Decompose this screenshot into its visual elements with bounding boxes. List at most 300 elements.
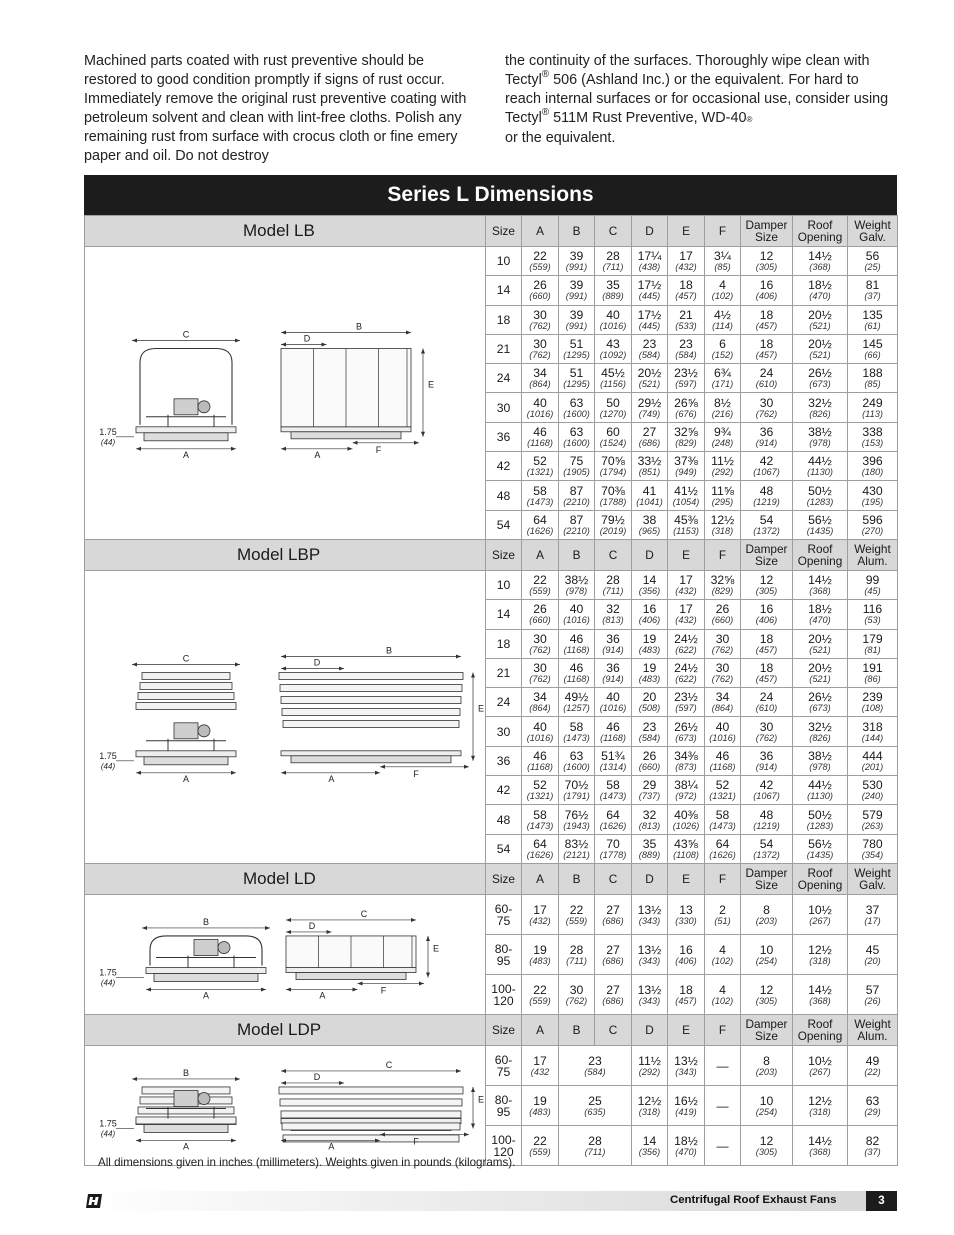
mm-value: (153): [861, 437, 884, 448]
value-cell: [668, 276, 705, 305]
dimension-d-label: D: [308, 920, 315, 931]
inch-value: 63: [569, 748, 584, 763]
size-cell: 21: [486, 334, 522, 363]
inch-value: 6: [719, 337, 726, 352]
mm-value: (991): [565, 291, 588, 302]
mm-value: (686): [602, 995, 624, 1006]
value-cell: [668, 571, 705, 600]
inch-value: 12½: [637, 1093, 662, 1108]
mm-value: (470): [809, 615, 831, 626]
value-cell: [595, 629, 632, 658]
drawing-part: [144, 433, 228, 441]
dimension-c-label: C: [182, 653, 189, 664]
value-cell: [793, 746, 848, 775]
inch-value: 13½: [637, 902, 662, 917]
mm-value: (762): [529, 644, 551, 655]
value-cell: [848, 935, 898, 975]
mm-value: (762): [755, 408, 778, 419]
value-cell: [668, 629, 705, 658]
drawing-part: [283, 1135, 459, 1142]
header-line: Damper: [745, 866, 788, 880]
value-cell: [793, 247, 848, 276]
curb-height-label: 1.75: [98, 1118, 117, 1129]
value-cell: [848, 276, 898, 305]
drawing-part: [291, 756, 451, 763]
inch-value: 58: [533, 807, 547, 822]
mm-value: (406): [638, 615, 661, 626]
inch-value: 40⅜: [674, 807, 698, 822]
mm-value: (29): [864, 1106, 881, 1117]
mm-value: (318): [809, 955, 831, 966]
inch-value: 22: [533, 1133, 547, 1148]
inch-value: 37: [865, 902, 880, 917]
inch-value: 135: [862, 307, 883, 322]
inch-value: 39: [569, 307, 584, 322]
mm-value: (1016): [563, 615, 590, 626]
mm-value: (521): [809, 674, 831, 685]
mm-value: (972): [675, 791, 697, 802]
value-cell: [668, 393, 705, 422]
value-cell: [793, 975, 848, 1015]
size-value: 120: [493, 1144, 514, 1159]
column-header-damper-size: [741, 864, 793, 895]
mm-value: (37): [864, 291, 881, 302]
inch-value: 116: [862, 602, 883, 617]
size-cell: [486, 1046, 522, 1086]
inch-value: 32: [642, 807, 657, 822]
column-header-weight: [848, 216, 898, 247]
inch-value: 18½: [674, 1133, 698, 1148]
size-cell: 30: [486, 717, 522, 746]
inch-value: 28: [606, 573, 620, 588]
value-cell: [793, 834, 848, 863]
mm-value: (1016): [599, 703, 627, 714]
mm-value: (457): [675, 291, 697, 302]
inch-value: 26: [715, 602, 730, 617]
drawing-part: [280, 1099, 462, 1106]
inch-value: 39: [569, 278, 584, 293]
size-cell: 42: [486, 452, 522, 481]
column-header-size: Size: [486, 540, 522, 571]
value-cell: [668, 1046, 705, 1086]
inch-value: 27: [606, 942, 620, 957]
inch-value: 43: [606, 337, 620, 352]
inch-value: 4: [719, 942, 726, 957]
inch-value: 318: [862, 719, 883, 734]
value-cell: [668, 658, 705, 687]
mm-value: (240): [861, 791, 884, 802]
mm-value: (1473): [526, 496, 554, 507]
value-cell: [705, 334, 741, 363]
size-cell: 10: [486, 247, 522, 276]
value-cell: [705, 481, 741, 510]
value-cell: [559, 452, 595, 481]
value-cell: [632, 1126, 668, 1166]
column-header-f: F: [705, 864, 741, 895]
value-cell: [848, 688, 898, 717]
mm-value: (356): [638, 1146, 661, 1157]
inch-value: 780: [862, 836, 883, 851]
value-cell: [522, 805, 559, 834]
mm-value: (673): [809, 703, 831, 714]
value-cell: [793, 776, 848, 805]
mm-value: (762): [529, 674, 551, 685]
column-header-size: Size: [486, 1015, 522, 1046]
value-cell: [848, 481, 898, 510]
mm-value: (1016): [709, 732, 736, 743]
mm-value: (432): [675, 586, 697, 597]
value-cell: [668, 1086, 705, 1126]
inch-value: 4½: [714, 307, 731, 322]
mm-value: (1626): [599, 820, 627, 831]
value-cell: [793, 571, 848, 600]
inch-value: 30: [715, 631, 730, 646]
intro-text: the continuity of the surfaces. Thoroughly wipe clean with Tectyl: [505, 53, 870, 88]
inch-value: 28: [569, 942, 584, 957]
mm-value: (1168): [563, 644, 590, 655]
value-cell: [793, 629, 848, 658]
value-cell: [705, 305, 741, 334]
value-cell: [632, 393, 668, 422]
inch-value: 36: [606, 661, 620, 676]
value-cell: [632, 481, 668, 510]
model-ld-header-row: [85, 864, 898, 895]
value-cell: [559, 975, 595, 1015]
value-cell: [741, 481, 793, 510]
series-title: Series L Dimensions: [387, 183, 594, 206]
inch-value: 18½: [808, 278, 832, 293]
inch-value: 58: [569, 719, 584, 734]
size-cell: 24: [486, 364, 522, 393]
mm-value: (1321): [709, 791, 736, 802]
mm-value: (37): [864, 1146, 881, 1157]
inch-value: 17: [679, 602, 693, 617]
inch-value: 51¾: [601, 748, 625, 763]
mm-value: (978): [809, 437, 831, 448]
mm-value: (584): [584, 1066, 606, 1077]
dimension-a-label: A: [182, 773, 189, 784]
curb-height-mm-label: (44): [100, 437, 115, 447]
mm-value: (965): [638, 525, 661, 536]
mm-value: (254): [755, 955, 778, 966]
table-row: [85, 895, 898, 935]
mm-value: (1778): [599, 849, 627, 860]
inch-value: 19: [642, 631, 657, 646]
inch-value: 30: [533, 337, 547, 352]
mm-value: (889): [602, 291, 624, 302]
inch-value: 42: [759, 778, 774, 793]
mm-value: (1295): [563, 379, 590, 390]
inch-value: 48: [759, 483, 774, 498]
dimension-e-label: E: [477, 1094, 484, 1105]
mm-value: (1067): [753, 791, 780, 802]
inch-value: 396: [862, 454, 883, 469]
inch-value: 87: [569, 512, 584, 527]
value-cell: [632, 688, 668, 717]
inch-value: 8: [763, 1053, 770, 1068]
mm-value: (1257): [563, 703, 590, 714]
mm-value: (635): [584, 1106, 606, 1117]
inch-value: 24: [759, 690, 774, 705]
column-header-e: E: [668, 864, 705, 895]
inch-value: 40: [533, 395, 547, 410]
header-line: Roof: [807, 218, 833, 232]
size-cell: [486, 975, 522, 1015]
mm-value: (1295): [563, 350, 590, 361]
value-cell: [741, 452, 793, 481]
value-cell: [632, 717, 668, 746]
inch-value: 56½: [808, 512, 832, 527]
drawing-part: [138, 693, 234, 700]
inch-value: 38: [642, 512, 657, 527]
inch-value: 51: [569, 337, 584, 352]
mm-value: (45): [864, 586, 881, 597]
mm-value: (673): [809, 379, 831, 390]
mm-value: (113): [862, 408, 883, 419]
value-cell: [559, 305, 595, 334]
value-cell: [522, 1126, 559, 1166]
dimension-e-label: E: [427, 379, 434, 390]
value-cell: [522, 688, 559, 717]
inch-value: 13½: [637, 982, 662, 997]
value-cell: [848, 334, 898, 363]
value-cell: [705, 247, 741, 276]
drawing-part: [286, 968, 416, 973]
mm-value: (686): [602, 955, 624, 966]
column-header-e: E: [668, 216, 705, 247]
value-cell: [793, 481, 848, 510]
value-cell: [741, 776, 793, 805]
mm-value: (559): [565, 915, 588, 926]
inch-value: 17¼: [637, 249, 662, 264]
drawing-part: [282, 709, 460, 716]
mm-value: (610): [755, 379, 778, 390]
value-cell: [793, 452, 848, 481]
mm-value: (660): [711, 615, 734, 626]
mm-value: (470): [675, 1146, 697, 1157]
value-cell: [741, 805, 793, 834]
value-cell: [741, 688, 793, 717]
inch-value: 20½: [637, 366, 662, 381]
value-cell: [522, 975, 559, 1015]
table-row: [85, 247, 898, 276]
column-header-c: C: [595, 540, 632, 571]
mm-value: (737): [638, 791, 661, 802]
size-value: 75: [496, 1064, 511, 1079]
inch-value: 579: [862, 807, 883, 822]
inch-value: 34: [533, 690, 547, 705]
mm-value: (102): [711, 995, 734, 1006]
value-cell: [522, 510, 559, 539]
inch-value: 46: [533, 424, 547, 439]
inch-value: 23½: [674, 690, 698, 705]
mm-value: (1168): [527, 437, 553, 448]
model-lbp-title: Model LBP: [85, 540, 486, 571]
value-cell: [793, 334, 848, 363]
mm-value: (1168): [600, 732, 626, 743]
dimension-f-label: F: [375, 444, 381, 455]
header-line: Roof: [807, 1017, 833, 1031]
motor-pulley: [198, 1093, 210, 1105]
mm-value: (622): [675, 674, 697, 685]
value-cell: [522, 276, 559, 305]
value-cell: [668, 805, 705, 834]
column-header-f: F: [705, 540, 741, 571]
mm-value: (263): [861, 820, 884, 831]
value-cell: [848, 510, 898, 539]
value-cell: [668, 935, 705, 975]
value-cell: [559, 364, 595, 393]
size-cell: 14: [486, 600, 522, 629]
inch-value: 38½: [564, 573, 589, 588]
inch-value: 10½: [808, 1053, 832, 1068]
value-cell: [595, 452, 632, 481]
value-cell: [793, 305, 848, 334]
inch-value: 48: [759, 807, 774, 822]
inch-value: 43⅝: [674, 836, 698, 851]
mm-value: (368): [809, 1146, 831, 1157]
inch-value: 18½: [808, 602, 832, 617]
size-cell: 48: [486, 481, 522, 510]
dimensions-table: [84, 215, 898, 1166]
mm-value: (1321): [526, 791, 554, 802]
value-cell: [705, 805, 741, 834]
drawing-part: [281, 751, 461, 756]
drawing-part: [279, 1087, 463, 1094]
inch-value: 30: [533, 631, 547, 646]
value-cell: [668, 364, 705, 393]
value-cell: [668, 895, 705, 935]
value-cell: [705, 1046, 741, 1086]
inch-value: 38¼: [674, 778, 698, 793]
intro-text: 511M Rust Preventive, WD-40: [549, 110, 747, 126]
inch-value: 12: [759, 573, 774, 588]
mm-value: (1626): [709, 849, 736, 860]
value-cell: [559, 276, 595, 305]
value-cell: [668, 481, 705, 510]
inch-value: 63: [569, 424, 584, 439]
inch-value: 50: [606, 395, 620, 410]
inch-value: 57: [865, 982, 880, 997]
inch-value: 70⅜: [601, 483, 625, 498]
value-cell: [848, 305, 898, 334]
mm-value: (1054): [672, 496, 700, 507]
inch-value: 56½: [808, 836, 832, 851]
inch-value: 26½: [674, 719, 698, 734]
inch-value: 14½: [808, 249, 832, 264]
inch-value: 76½: [564, 807, 589, 822]
mm-value: (1372): [753, 849, 780, 860]
mm-value: (318): [809, 1106, 831, 1117]
mm-value: (826): [809, 408, 831, 419]
mm-value: (610): [755, 703, 778, 714]
mm-value: (419): [675, 1106, 697, 1117]
value-cell: [632, 746, 668, 775]
value-cell: [668, 776, 705, 805]
mm-value: (343): [638, 915, 661, 926]
size-cell: 24: [486, 688, 522, 717]
inch-value: 36: [759, 748, 774, 763]
value-cell: [793, 510, 848, 539]
model-ld-drawing-cell: [85, 895, 486, 1015]
value-cell: [668, 834, 705, 863]
inch-value: 46: [606, 719, 620, 734]
column-header-roof-opening: [793, 540, 848, 571]
inch-value: 14½: [808, 573, 832, 588]
inch-value: 338: [862, 424, 883, 439]
value-cell: [668, 510, 705, 539]
value-cell: [793, 276, 848, 305]
inch-value: 34: [715, 690, 730, 705]
mm-value: (406): [755, 291, 778, 302]
motor-pulley: [218, 942, 230, 954]
inch-value: 52: [533, 454, 547, 469]
mm-value: (470): [809, 291, 831, 302]
mm-value: (1794): [599, 467, 627, 478]
size-cell: [486, 935, 522, 975]
inch-value: 54: [759, 512, 774, 527]
model-lb-title: Model LB: [85, 216, 486, 247]
inch-value: 16½: [674, 1093, 698, 1108]
inch-value: 4: [719, 278, 726, 293]
mm-value: (1473): [709, 820, 736, 831]
column-header-damper-size: [741, 540, 793, 571]
page-number: 3: [866, 1191, 897, 1211]
inch-value: 40: [606, 690, 620, 705]
mm-value: (1168): [527, 761, 553, 772]
mm-value: (660): [529, 615, 551, 626]
mm-value: (203): [755, 915, 778, 926]
mm-value: (762): [529, 320, 551, 331]
column-header-c: C: [595, 216, 632, 247]
inch-value: 32⅝: [710, 573, 735, 588]
value-cell: [559, 247, 595, 276]
value-cell: [848, 1126, 898, 1166]
column-header-roof-opening: [793, 1015, 848, 1046]
value-cell: [793, 422, 848, 451]
mm-value: (813): [638, 820, 661, 831]
inch-value: 20½: [808, 661, 832, 676]
inch-value: 45½: [601, 366, 625, 381]
size-value: 100-: [491, 1132, 516, 1147]
inch-value: 54: [759, 836, 774, 851]
value-cell: [848, 658, 898, 687]
inch-value: 22: [533, 249, 547, 264]
mm-value: (711): [602, 262, 624, 273]
column-header-d: D: [632, 864, 668, 895]
value-cell: [595, 834, 632, 863]
value-cell: [632, 805, 668, 834]
mm-value: (457): [755, 350, 778, 361]
value-cell: [793, 364, 848, 393]
mm-value: (1788): [599, 496, 627, 507]
inch-value: 41½: [674, 483, 698, 498]
inch-value: 37⅜: [674, 454, 698, 469]
mm-value: (102): [711, 955, 734, 966]
inch-value: 20½: [808, 631, 832, 646]
value-cell: [668, 422, 705, 451]
header-line: Size: [755, 230, 778, 244]
curb-height-label: 1.75: [98, 426, 117, 437]
value-cell: [741, 510, 793, 539]
mm-value: (1314): [599, 761, 627, 772]
inch-value: 32½: [808, 719, 832, 734]
inch-value: 32: [606, 602, 620, 617]
value-cell: [848, 834, 898, 863]
value-cell: [705, 834, 741, 863]
inch-value: 22: [533, 573, 547, 588]
table-row: [85, 571, 898, 600]
